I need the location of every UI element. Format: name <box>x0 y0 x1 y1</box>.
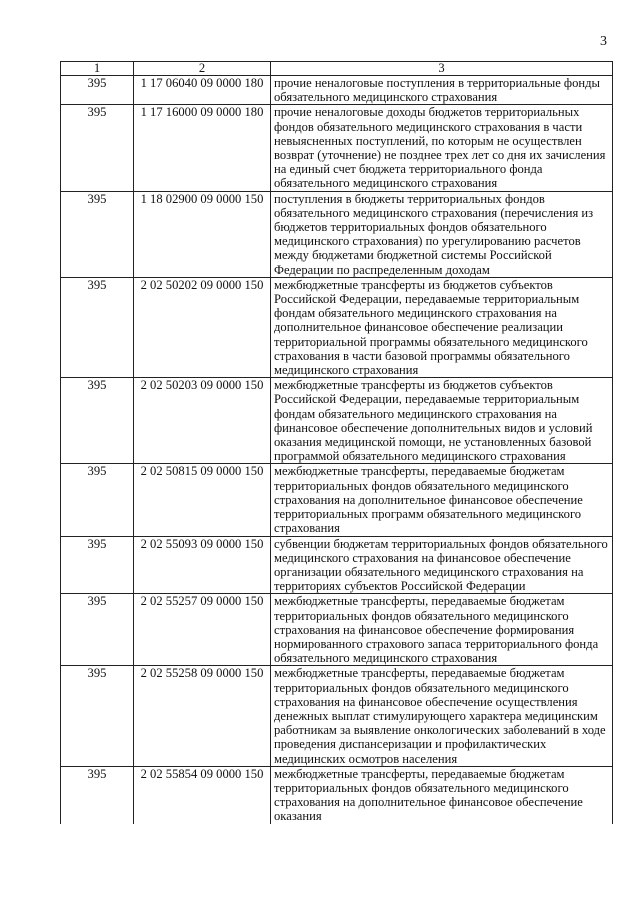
budget-code-cell: 2 02 55854 09 0000 150 <box>134 766 271 823</box>
description-cell: субвенции бюджетам территориальных фондов обязательного медицинского страхования на финансовое обеспечение организации обязательного медицинского страхования на территориях субъектов Российской Федерации <box>271 536 613 594</box>
description-cell: межбюджетные трансферты, передаваемые бюджетам территориальных фондов обязательного медицинского страхования на дополнительное финансовое обеспечение оказания <box>271 766 613 823</box>
description-cell: межбюджетные трансферты из бюджетов субъектов Российской Федерации, передаваемые территориальным фондам обязательного медицинского страхования на дополнительное финансовое обеспечение реализации территориальной программы обязательного медицинского страхования в части базовой программы обязательного медицинского страхования <box>271 277 613 377</box>
header-row <box>61 62 613 76</box>
budget-code-cell: 1 17 16000 09 0000 180 <box>134 105 271 191</box>
admin-code-cell: 395 <box>61 766 134 823</box>
description-cell: межбюджетные трансферты, передаваемые бюджетам территориальных фондов обязательного медицинского страхования на финансовое обеспечение формирования нормированного страхового запаса территориального фонда обязательного медицинского страхования <box>271 594 613 666</box>
table-row <box>61 191 613 277</box>
budget-code-cell: 2 02 55093 09 0000 150 <box>134 536 271 594</box>
table-row <box>61 594 613 666</box>
budget-code-cell: 1 18 02900 09 0000 150 <box>134 191 271 277</box>
budget-code-cell: 2 02 50815 09 0000 150 <box>134 464 271 536</box>
description-cell: прочие неналоговые доходы бюджетов территориальных фондов обязательного медицинского страхования в части невыясненных поступлений, по которым не осуществлен возврат (уточнение) не позднее трех лет со дня их зачисления на единый счет бюджета территориального фонда обязательного медицинского страхования <box>271 105 613 191</box>
admin-code-cell: 395 <box>61 378 134 464</box>
table-row <box>61 536 613 594</box>
table-row <box>61 464 613 536</box>
table-row <box>61 766 613 823</box>
description-cell: поступления в бюджеты территориальных фондов обязательного медицинского страхования (перечисления из бюджетов территориальных фондов обязательного медицинского страхования) по урегулированию расчетов между бюджетами бюджетной системы Российской Федерации по распределенным доходам <box>271 191 613 277</box>
admin-code-cell: 395 <box>61 76 134 105</box>
admin-code-cell: 395 <box>61 277 134 377</box>
budget-code-cell: 2 02 50203 09 0000 150 <box>134 378 271 464</box>
table-row <box>61 277 613 377</box>
description-cell: прочие неналоговые поступления в территориальные фонды обязательного медицинского страхования <box>271 76 613 105</box>
admin-code-cell: 395 <box>61 191 134 277</box>
description-cell: межбюджетные трансферты, передаваемые бюджетам территориальных фондов обязательного медицинского страхования на финансовое обеспечение осуществления денежных выплат стимулирующего характера медицинским работникам за выявление онкологических заболеваний в ходе проведения диспансеризации и профилактических медицинских осмотров населения <box>271 666 613 766</box>
admin-code-cell: 395 <box>61 594 134 666</box>
column-header-3: 3 <box>271 62 613 76</box>
table-row <box>61 666 613 766</box>
page-number: 3 <box>600 34 607 49</box>
column-header-2: 2 <box>134 62 271 76</box>
budget-code-cell: 2 02 55257 09 0000 150 <box>134 594 271 666</box>
table-row <box>61 378 613 464</box>
admin-code-cell: 395 <box>61 536 134 594</box>
table-row <box>61 76 613 105</box>
description-cell: межбюджетные трансферты из бюджетов субъектов Российской Федерации, передаваемые территориальным фондам обязательного медицинского страхования на финансовое обеспечение дополнительных видов и условий оказания медицинской помощи, не установленных базовой программой обязательного медицинского страхования <box>271 378 613 464</box>
budget-code-cell: 2 02 50202 09 0000 150 <box>134 277 271 377</box>
budget-code-cell: 1 17 06040 09 0000 180 <box>134 76 271 105</box>
description-cell: межбюджетные трансферты, передаваемые бюджетам территориальных фондов обязательного медицинского страхования на дополнительное финансовое обеспечение территориальных программ обязательного медицинского страхования <box>271 464 613 536</box>
admin-code-cell: 395 <box>61 105 134 191</box>
admin-code-cell: 395 <box>61 464 134 536</box>
budget-codes-table <box>60 61 613 824</box>
table-row <box>61 105 613 191</box>
column-header-1: 1 <box>61 62 134 76</box>
admin-code-cell: 395 <box>61 666 134 766</box>
budget-code-cell: 2 02 55258 09 0000 150 <box>134 666 271 766</box>
